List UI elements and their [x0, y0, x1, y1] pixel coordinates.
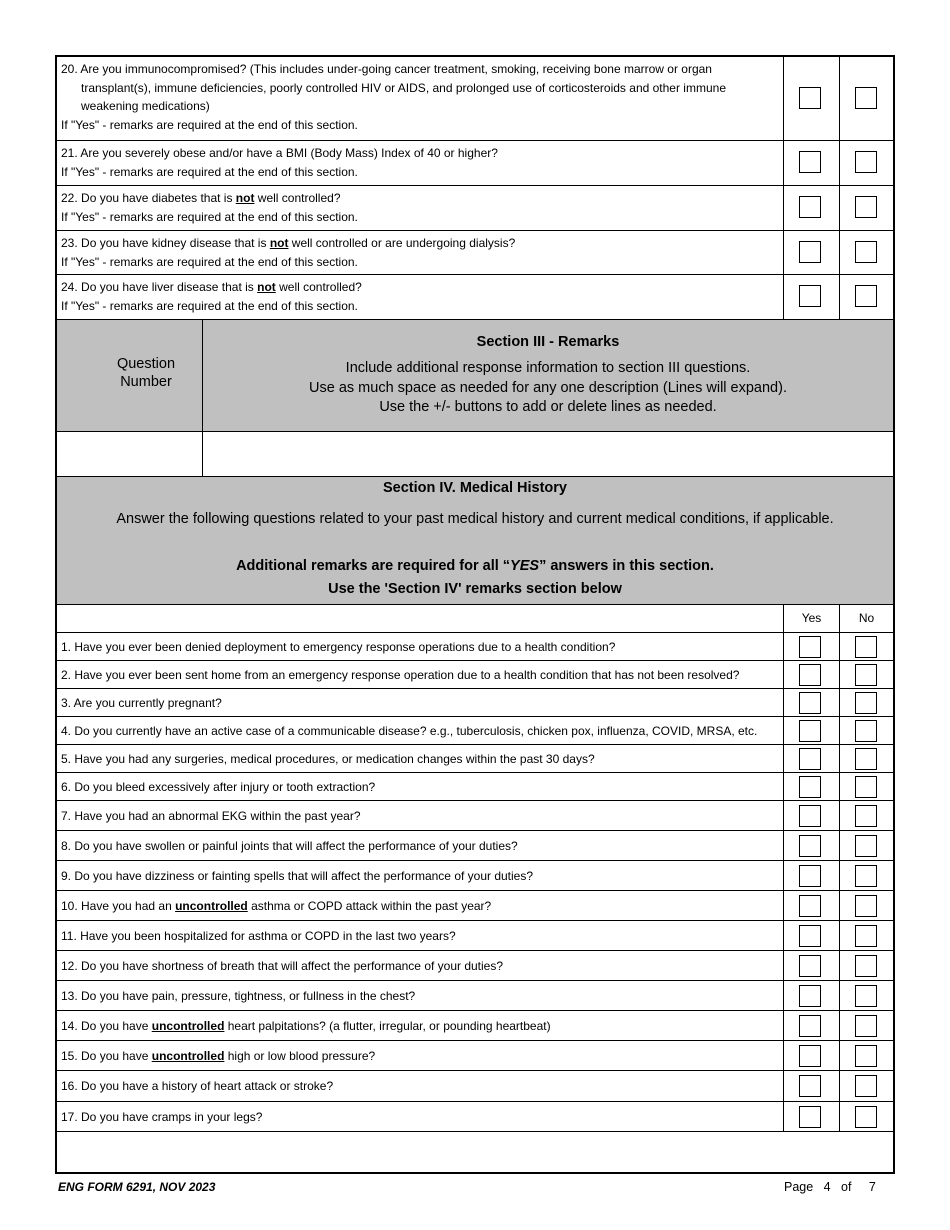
no-checkbox[interactable]: [855, 720, 877, 742]
question-text-part: heart palpitations? (a flutter, irregular, or pounding heartbeat): [224, 1019, 551, 1033]
medical-question-row: [57, 745, 893, 773]
no-checkbox[interactable]: [855, 692, 877, 714]
yes-no-header-row: [57, 605, 893, 633]
page-total: 7: [868, 1180, 876, 1194]
question-text-part: 15. Do you have: [61, 1049, 152, 1063]
question-text: 6. Do you bleed excessively after injury or tooth extraction?: [61, 780, 376, 794]
question-number-label: Number: [120, 374, 172, 390]
question-row-21: [57, 141, 893, 186]
remarks-text-field[interactable]: [203, 432, 893, 476]
no-checkbox[interactable]: [855, 895, 877, 917]
remarks-instruction: Include additional response information to section III questions.: [345, 360, 751, 376]
medical-question-row: [57, 717, 893, 745]
of-label: of: [841, 1180, 852, 1194]
emphasis-text: not: [269, 236, 289, 250]
question-text-cont: weakening medications): [81, 99, 210, 113]
yes-checkbox[interactable]: [799, 692, 821, 714]
question-text: 9. Do you have dizziness or fainting spells that will affect the performance of your duties?: [61, 869, 534, 883]
question-text: 1. Have you ever been denied deployment to emergency response operations due to a health condition?: [61, 640, 616, 654]
section3-remarks-entry-row: [57, 432, 893, 477]
yes-column-header: Yes: [801, 611, 822, 625]
remarks-note: If "Yes" - remarks are required at the end of this section.: [61, 254, 358, 269]
question-number-label: Question: [116, 356, 176, 372]
section4-requirement: [57, 556, 893, 576]
medical-question-row: [57, 633, 893, 661]
question-text: well controlled?: [254, 191, 341, 205]
remarks-question-number-field[interactable]: [57, 432, 203, 476]
question-text-cont: transplant(s), immune deficiencies, poorly controlled HIV or AIDS, and prolonged use of corticosteroids and other immune: [81, 80, 726, 95]
no-checkbox[interactable]: [855, 865, 877, 887]
medical-question-row: [57, 689, 893, 717]
no-checkbox[interactable]: [855, 636, 877, 658]
medical-question-row: [57, 981, 893, 1011]
question-text: 16. Do you have a history of heart attack or stroke?: [61, 1079, 334, 1093]
emphasis-text: not: [257, 280, 276, 294]
yes-checkbox[interactable]: [799, 1045, 821, 1067]
no-checkbox[interactable]: [855, 748, 877, 770]
remarks-instruction: Use as much space as needed for any one description (Lines will expand).: [309, 379, 787, 396]
remarks-instruction: Use the +/- buttons to add or delete lines as needed.: [379, 399, 717, 415]
question-text: [61, 897, 783, 916]
question-text: 2. Have you ever been sent home from an emergency response operation due to a health condition that has not been resolved?: [61, 668, 740, 682]
remarks-note: If "Yes" - remarks are required at the end of this section.: [61, 164, 358, 179]
yes-checkbox[interactable]: [799, 776, 821, 798]
no-checkbox[interactable]: [855, 1075, 877, 1097]
medical-question-row: [57, 1011, 893, 1041]
section4-requirement-line2: Use the 'Section IV' remarks section below: [328, 581, 622, 597]
medical-question-row: [57, 1071, 893, 1102]
question-text: Do you have diabetes that is: [81, 191, 236, 205]
yes-checkbox[interactable]: [799, 87, 821, 109]
question-text: 12. Do you have shortness of breath that will affect the performance of your duties?: [61, 959, 504, 973]
section4-intro: Answer the following questions related to your past medical history and current medical conditions, if applicable.: [116, 511, 834, 527]
yes-checkbox[interactable]: [799, 1015, 821, 1037]
question-text: 4. Do you currently have an active case of a communicable disease? e.g., tuberculosis, chicken pox, influenza, COVID, MRSA, etc.: [61, 724, 758, 738]
yes-checkbox[interactable]: [799, 955, 821, 977]
medical-question-row: [57, 831, 893, 861]
no-checkbox[interactable]: [855, 1015, 877, 1037]
no-checkbox[interactable]: [855, 151, 877, 173]
yes-checkbox[interactable]: [799, 720, 821, 742]
medical-question-row: [57, 661, 893, 689]
question-text: 3. Are you currently pregnant?: [61, 696, 222, 710]
medical-question-row: [57, 801, 893, 831]
medical-question-row: [57, 921, 893, 951]
question-text-part: asthma or COPD attack within the past year?: [247, 899, 492, 913]
blank-row: [57, 1132, 893, 1172]
medical-question-row: [57, 891, 893, 921]
emphasis-text: not: [235, 191, 255, 205]
no-checkbox[interactable]: [855, 955, 877, 977]
no-checkbox[interactable]: [855, 196, 877, 218]
form-identifier: ENG FORM 6291, NOV 2023: [58, 1180, 216, 1194]
question-row-22: [57, 186, 893, 231]
emphasis-text: uncontrolled: [151, 1049, 225, 1063]
question-text: Are you severely obese and/or have a BMI (Body Mass) Index of 40 or higher?: [80, 146, 498, 160]
yes-checkbox[interactable]: [799, 1075, 821, 1097]
page-label: Page: [784, 1180, 814, 1194]
question-number: 22.: [61, 191, 78, 205]
requirement-text: Additional remarks are required for all “: [236, 558, 511, 574]
yes-checkbox[interactable]: [799, 241, 821, 263]
section4-title: Section IV. Medical History: [383, 480, 567, 496]
question-number: 21.: [61, 146, 78, 160]
question-text: well controlled or are undergoing dialysis?: [288, 236, 516, 250]
medical-question-row: [57, 773, 893, 801]
no-checkbox[interactable]: [855, 1045, 877, 1067]
yes-checkbox[interactable]: [799, 985, 821, 1007]
no-checkbox[interactable]: [855, 805, 877, 827]
question-text-part: high or low blood pressure?: [224, 1049, 376, 1063]
no-checkbox[interactable]: [855, 925, 877, 947]
medical-question-row: [57, 951, 893, 981]
yes-checkbox[interactable]: [799, 805, 821, 827]
no-checkbox[interactable]: [855, 1106, 877, 1128]
yes-checkbox[interactable]: [799, 748, 821, 770]
form-page: [55, 55, 895, 1174]
remarks-note: If "Yes" - remarks are required at the end of this section.: [61, 298, 358, 313]
yes-checkbox[interactable]: [799, 835, 821, 857]
emphasis-text: uncontrolled: [175, 899, 248, 913]
no-checkbox[interactable]: [855, 985, 877, 1007]
no-checkbox[interactable]: [855, 776, 877, 798]
yes-checkbox[interactable]: [799, 925, 821, 947]
no-checkbox[interactable]: [855, 87, 877, 109]
question-text: 17. Do you have cramps in your legs?: [61, 1110, 263, 1124]
section3-remarks-title: Section III - Remarks: [476, 334, 620, 350]
question-text: [61, 1047, 783, 1066]
no-checkbox[interactable]: [855, 241, 877, 263]
question-text: 13. Do you have pain, pressure, tightness, or fullness in the chest?: [61, 989, 416, 1003]
remarks-note: If "Yes" - remarks are required at the end of this section.: [61, 117, 358, 132]
question-text: Do you have liver disease that is: [81, 280, 258, 294]
no-checkbox[interactable]: [855, 285, 877, 307]
yes-checkbox[interactable]: [799, 1106, 821, 1128]
requirement-emphasis: YES: [510, 558, 540, 574]
question-text: 11. Have you been hospitalized for asthma or COPD in the last two years?: [61, 929, 456, 943]
question-text: 5. Have you had any surgeries, medical procedures, or medication changes within the past 30 days?: [61, 752, 595, 766]
question-text: well controlled?: [275, 280, 362, 294]
yes-checkbox[interactable]: [799, 636, 821, 658]
yes-checkbox[interactable]: [799, 895, 821, 917]
no-column-header: No: [858, 611, 875, 625]
no-checkbox[interactable]: [855, 835, 877, 857]
question-text: Do you have kidney disease that is: [81, 236, 270, 250]
question-text: 8. Do you have swollen or painful joints that will affect the performance of your duties?: [61, 839, 518, 853]
page-indicator: [784, 1180, 876, 1194]
yes-checkbox[interactable]: [799, 196, 821, 218]
remarks-note: If "Yes" - remarks are required at the end of this section.: [61, 209, 358, 224]
medical-question-row: [57, 1102, 893, 1132]
yes-checkbox[interactable]: [799, 664, 821, 686]
yes-checkbox[interactable]: [799, 285, 821, 307]
section3-remarks-header: [57, 320, 893, 432]
question-row-20: [57, 57, 893, 141]
medical-question-row: [57, 1041, 893, 1071]
no-checkbox[interactable]: [855, 664, 877, 686]
question-row-24: [57, 275, 893, 320]
question-text: [61, 1017, 783, 1036]
section4-header: [57, 477, 893, 605]
yes-checkbox[interactable]: [799, 151, 821, 173]
question-row-23: [57, 231, 893, 275]
page-number: 4: [823, 1180, 831, 1194]
question-text-part: 14. Do you have: [61, 1019, 152, 1033]
question-text: 7. Have you had an abnormal EKG within the past year?: [61, 809, 361, 823]
emphasis-text: uncontrolled: [151, 1019, 225, 1033]
question-number: 24.: [61, 280, 78, 294]
question-text: Are you immunocompromised? (This includes under-going cancer treatment, smoking, receiving bone marrow or organ: [80, 62, 712, 76]
yes-checkbox[interactable]: [799, 865, 821, 887]
question-number: 23.: [61, 236, 78, 250]
question-text-part: 10. Have you had an: [61, 899, 176, 913]
requirement-text: ” answers in this section.: [539, 558, 714, 574]
medical-question-row: [57, 861, 893, 891]
question-number: 20.: [61, 62, 78, 76]
